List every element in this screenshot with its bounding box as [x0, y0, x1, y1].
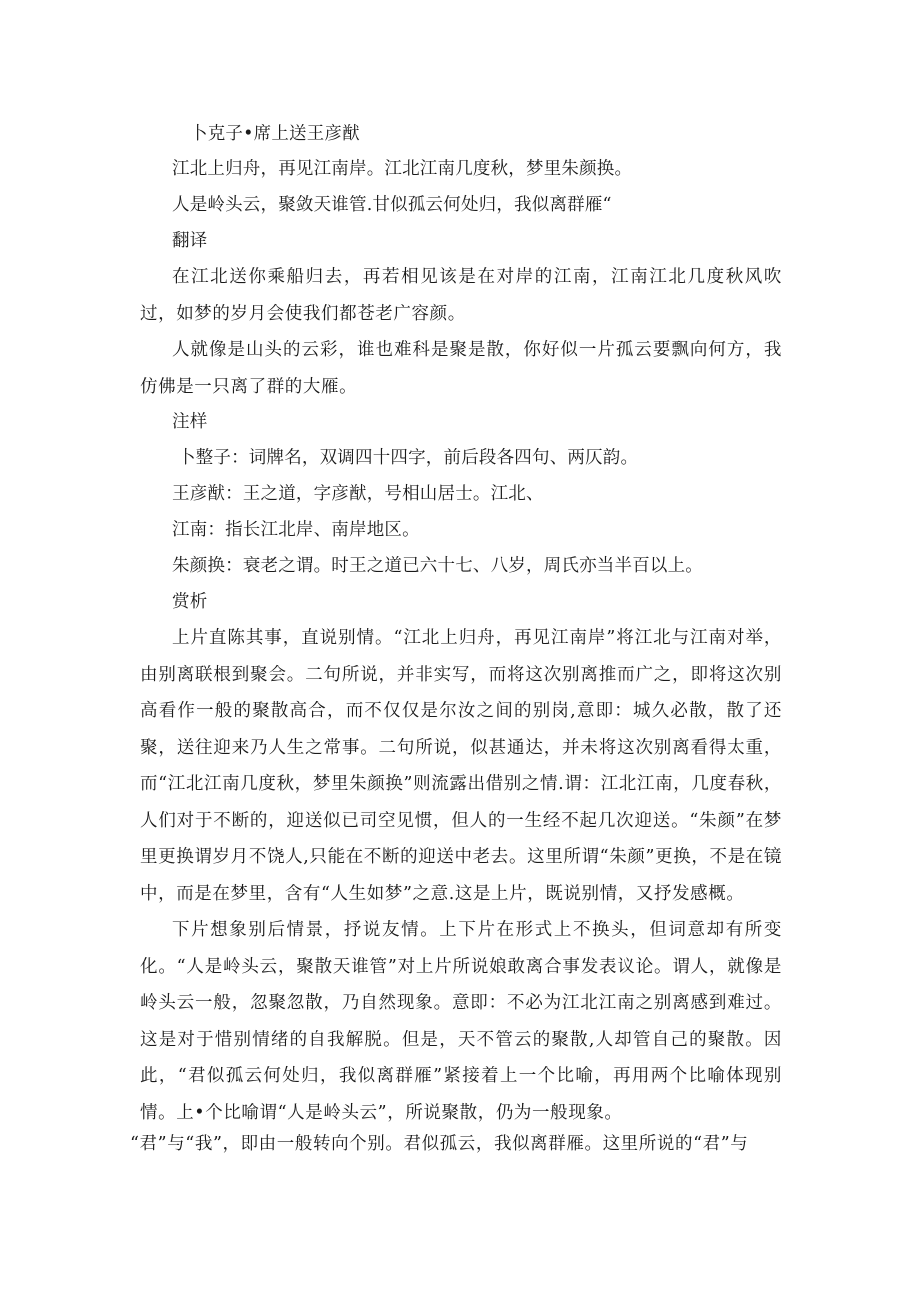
poem-title: 卜克子•席上送王彦猷 [190, 124, 360, 144]
translation-heading: 翻译 [172, 231, 208, 251]
note-1: 卜整子：词牌名，双调四十四字，前后段各四句、两仄韵。 [178, 448, 639, 468]
appreciation-paragraph-2: 下片想象别后情景，抒说友情。上下片在形式上不换头，但词意却有所变化。“人是岭头云，聚散天谁管”对上片所说娘敢离合事发表议论。谓人，就像是岭头云一般，忽聚忽散，乃自然现象。意即：不必为江北江南之别离感到难过。这是对于惜别情绪的自我解脱。但是，天不管云的聚散,人却管自己的聚散。因此，“君似孤云何处归，我似离群雁”紧接着上一个比喻，再用两个比喻体现别情。上•个比喻谓“人是岭头云”，所说聚散，仍为一般现象。 [140, 920, 782, 1123]
note-2: 王彦猷：王之道，字彦猷，号相山居士。江北、 [172, 484, 544, 504]
appreciation-paragraph-1: 上片直陈其事，直说别情。“江北上归舟，再见江南岸”将江北与江南对举，由别离联根到聚会。二句所说，并非实写，而将这次别离推而广之，即将这次别高看作一般的聚散高合，而不仅仅是尔汝之间的别岗,意即：城久必散，散了还聚，送往迎来乃人生之常事。二句所说，似甚通达，并未将这次别离看得太重，而“江北江南几度秋，梦里朱颜换”则流露出借别之情.谓：江北江南，几度春秋，人们对于不断的，迎送似已司空见惯，但人的一生经不起几次迎送。“朱颜”在梦里更换谓岁月不饶人,只能在不断的迎送中老去。这里所谓“朱颜”更换，不是在镜中，而是在梦里，含有“人生如梦”之意.这是上片，既说别情，又抒发感概。 [140, 628, 782, 904]
translation-paragraph-2: 人就像是山头的云彩，谁也难科是聚是散，你好似一片孤云要飘向何方，我仿佛是一只离了群的大雁。 [140, 340, 782, 397]
note-4: 朱颜换：衰老之谓。时王之道已六十七、八岁，周氏亦当半百以上。 [172, 556, 703, 576]
note-3: 江南：指长江北岸、南岸地区。 [172, 520, 420, 540]
appreciation-heading: 赏析 [172, 592, 208, 612]
translation-paragraph-1: 在江北送你乘船归去，再若相见该是在对岸的江南，江南江北几度秋风吹过，如梦的岁月会使我们都苍老广容颜。 [140, 267, 782, 324]
notes-heading: 注样 [172, 412, 208, 432]
poem-line-2: 人是岭头云，聚敛天谁管.甘似孤云何处归，我似离群雁“ [172, 195, 612, 215]
appreciation-paragraph-3: “君”与“我”，即由一般转向个别。君似孤云，我似离群雁。这里所说的“君”与 [130, 1134, 749, 1154]
poem-line-1: 江北上归舟，再见江南岸。江北江南几度秋，梦里朱颜换。 [172, 159, 633, 179]
